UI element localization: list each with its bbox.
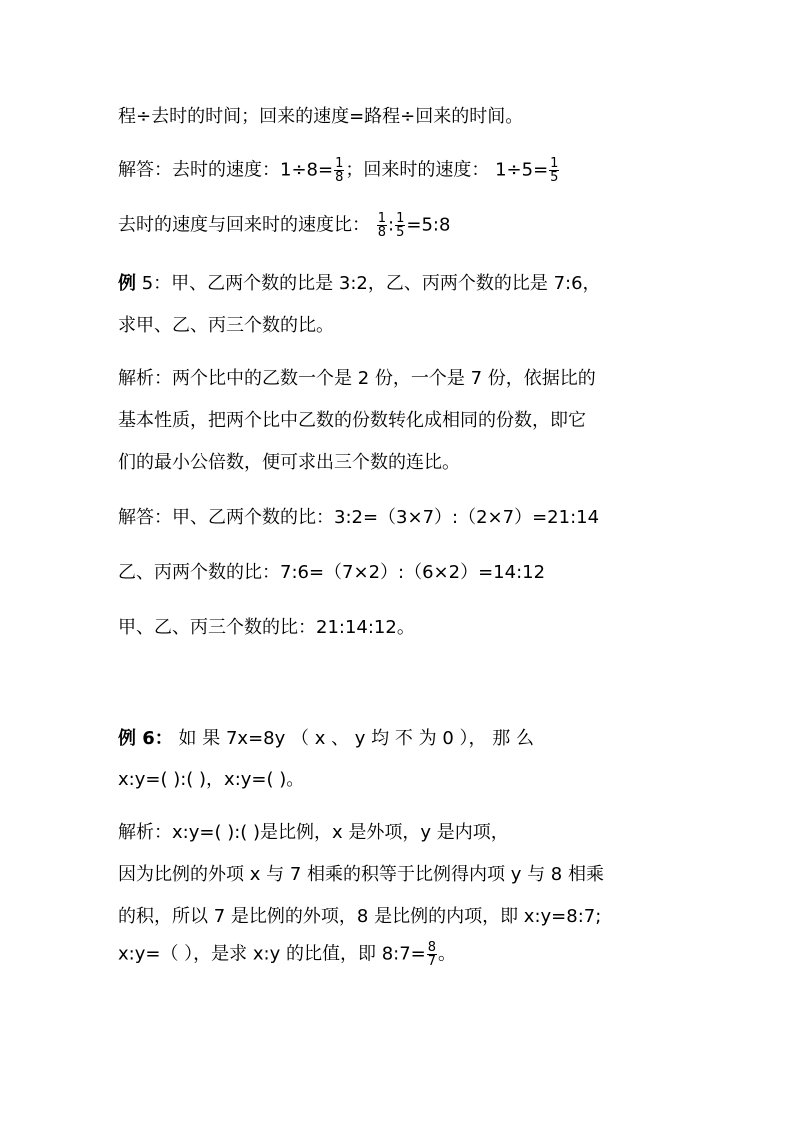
text-line [118, 727, 534, 751]
paragraph-text: x:y=（ ），是求 x:y 的比值，即 8:7= [118, 943, 426, 965]
paragraph-text: 去时的速度与回来时的速度比： [118, 214, 370, 236]
paragraph-text: ；回来时的速度： 1÷5= [345, 159, 549, 181]
fraction-numerator: 1 [335, 156, 344, 171]
paragraph-text: 5：甲、乙两个数的比是 3:2，乙、丙两个数的比是 7:6， [136, 273, 601, 294]
text-line [118, 905, 601, 929]
fraction-numerator: 1 [550, 156, 559, 171]
text-line [118, 941, 456, 968]
paragraph-text: 的积，所以 7 是比例的外项，8 是比例的内项，即 x:y=8:7; [118, 906, 602, 927]
text-line [118, 367, 596, 391]
paragraph-text: x:y=( ):( )，x:y=( )。 [118, 769, 305, 790]
paragraph-text: 解答：甲、乙两个数的比：3:2=（3×7）:（2×7）=21:14 [118, 507, 600, 528]
paragraph-text: 解析：x:y=( ):( )是比例，x 是外项，y 是内项， [118, 822, 509, 843]
paragraph-text: 甲、乙、丙三个数的比：21:14:12。 [118, 617, 415, 638]
fraction [395, 212, 405, 239]
text-line [118, 272, 601, 296]
fraction-numerator: 1 [396, 211, 405, 226]
fraction-denominator: 8 [377, 225, 387, 240]
paragraph-text: 程÷去时的时间；回来的速度=路程÷回来的时间。 [118, 106, 524, 127]
paragraph-text: 乙、丙两个数的比：7:6=（7×2）:（6×2）=14:12 [118, 562, 546, 583]
example-label: 例 6： [118, 728, 173, 749]
fraction [334, 157, 344, 184]
text-line [118, 616, 415, 640]
fraction-numerator: 8 [427, 940, 437, 955]
fraction [377, 212, 387, 239]
text-line [118, 212, 450, 239]
paragraph-text: 如 果 7x=8y （ x 、 y 均 不 为 0 ）， 那 么 [178, 728, 534, 749]
paragraph-text: 们的最小公倍数，便可求出三个数的连比。 [118, 452, 460, 473]
text-line [118, 409, 586, 433]
fraction-denominator: 5 [550, 170, 559, 185]
fraction-denominator: 5 [396, 225, 405, 240]
fraction-denominator: 7 [427, 954, 437, 969]
text-line [118, 863, 604, 887]
text-line [118, 768, 304, 792]
text-line [118, 314, 334, 338]
text-line [118, 821, 509, 845]
colon-text: : [388, 214, 395, 236]
paragraph-text: =5:8 [406, 214, 451, 236]
text-line [118, 561, 545, 585]
paragraph-text: 因为比例的外项 x 与 7 相乘的积等于比例得内项 y 与 8 相乘 [118, 864, 604, 885]
text-line [118, 506, 599, 530]
paragraph-text: 求甲、乙、丙三个数的比。 [118, 315, 334, 336]
fraction-denominator: 8 [335, 170, 344, 185]
text-line [118, 451, 460, 475]
fraction [427, 941, 437, 968]
example-label: 例 [118, 273, 136, 294]
paragraph-text: 解析：两个比中的乙数一个是 2 份，一个是 7 份，依据比的 [118, 368, 596, 389]
fraction-numerator: 1 [377, 211, 387, 226]
paragraph-text: 基本性质，把两个比中乙数的份数转化成相同的份数，即它 [118, 410, 586, 431]
paragraph-text: 解答：去时的速度：1÷8= [118, 159, 334, 181]
text-line [118, 157, 560, 184]
fraction [549, 157, 559, 184]
text-line [118, 105, 523, 129]
paragraph-text: 。 [438, 943, 457, 965]
